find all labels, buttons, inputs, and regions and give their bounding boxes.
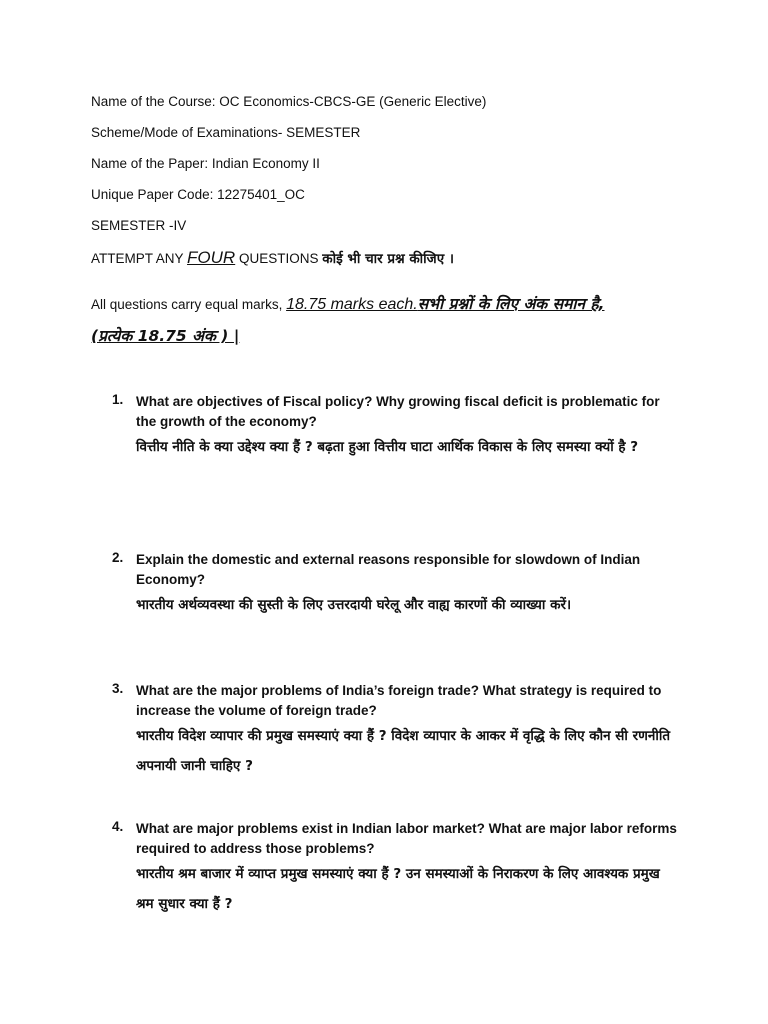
attempt-count: FOUR <box>187 248 236 267</box>
course-name: Name of the Course: OC Economics-CBCS-GE (Generic Elective) <box>91 94 487 109</box>
question-1 <box>112 392 682 462</box>
marks-hindi: सभी प्रश्नों के लिए अंक समान है, <box>417 295 605 313</box>
question-english: What are objectives of Fiscal policy? Why growing fiscal deficit is problematic for the growth of the economy? <box>136 394 660 429</box>
question-3 <box>112 681 682 781</box>
question-hindi: वित्तीय नीति के क्या उद्देश्य क्या हैं ? बढ़ता हुआ वित्तीय घाटा आर्थिक विकास के लिए समस्या क्यों है ? <box>136 439 639 455</box>
question-english: What are the major problems of India’s foreign trade? What strategy is required to increase the volume of foreign trade? <box>136 683 662 718</box>
exam-scheme: Scheme/Mode of Examinations- SEMESTER <box>91 125 361 140</box>
attempt-instruction <box>91 248 454 268</box>
attempt-suffix: QUESTIONS <box>235 251 323 266</box>
marks-instruction <box>91 292 605 314</box>
question-hindi: भारतीय विदेश व्यापार की प्रमुख समस्याएं क्या हैं ? विदेश व्यापार के आकर में वृद्धि के लिए कौन सी रणनीति अपनायी जानी चाहिए ? <box>136 728 671 774</box>
paper-code: Unique Paper Code: 12275401_OC <box>91 187 305 202</box>
marks-each: 18.75 marks each. <box>286 296 418 313</box>
question-number: 4. <box>112 819 124 834</box>
attempt-prefix: ATTEMPT ANY <box>91 251 188 266</box>
question-hindi: भारतीय अर्थव्यवस्था की सुस्ती के लिए उत्तरदायी घरेलू और वाह्य कारणों की व्याख्या करें। <box>136 597 572 613</box>
question-english: Explain the domestic and external reasons responsible for slowdown of Indian Economy? <box>136 552 641 587</box>
semester: SEMESTER -IV <box>91 218 187 233</box>
marks-hindi-each: (प्रत्येक 18.75 अंक ) | <box>91 327 240 345</box>
question-number: 3. <box>112 681 124 696</box>
question-number: 2. <box>112 550 124 565</box>
question-4 <box>112 819 682 919</box>
question-english: What are major problems exist in Indian labor market? What are major labor reforms required to address those problems? <box>136 821 677 856</box>
question-number: 1. <box>112 392 124 407</box>
attempt-hindi: कोई भी चार प्रश्न कीजिए । <box>322 251 454 267</box>
marks-prefix: All questions carry equal marks, <box>91 297 287 312</box>
paper-name: Name of the Paper: Indian Economy II <box>91 156 320 171</box>
marks-hindi-line2 <box>91 324 239 346</box>
question-2 <box>112 550 682 620</box>
question-hindi: भारतीय श्रम बाजार में व्याप्त प्रमुख समस्याएं क्या हैं ? उन समस्याओं के निराकरण के लिए आवश्यक प्रमुख श्रम सुधार क्या हैं ? <box>136 866 660 912</box>
